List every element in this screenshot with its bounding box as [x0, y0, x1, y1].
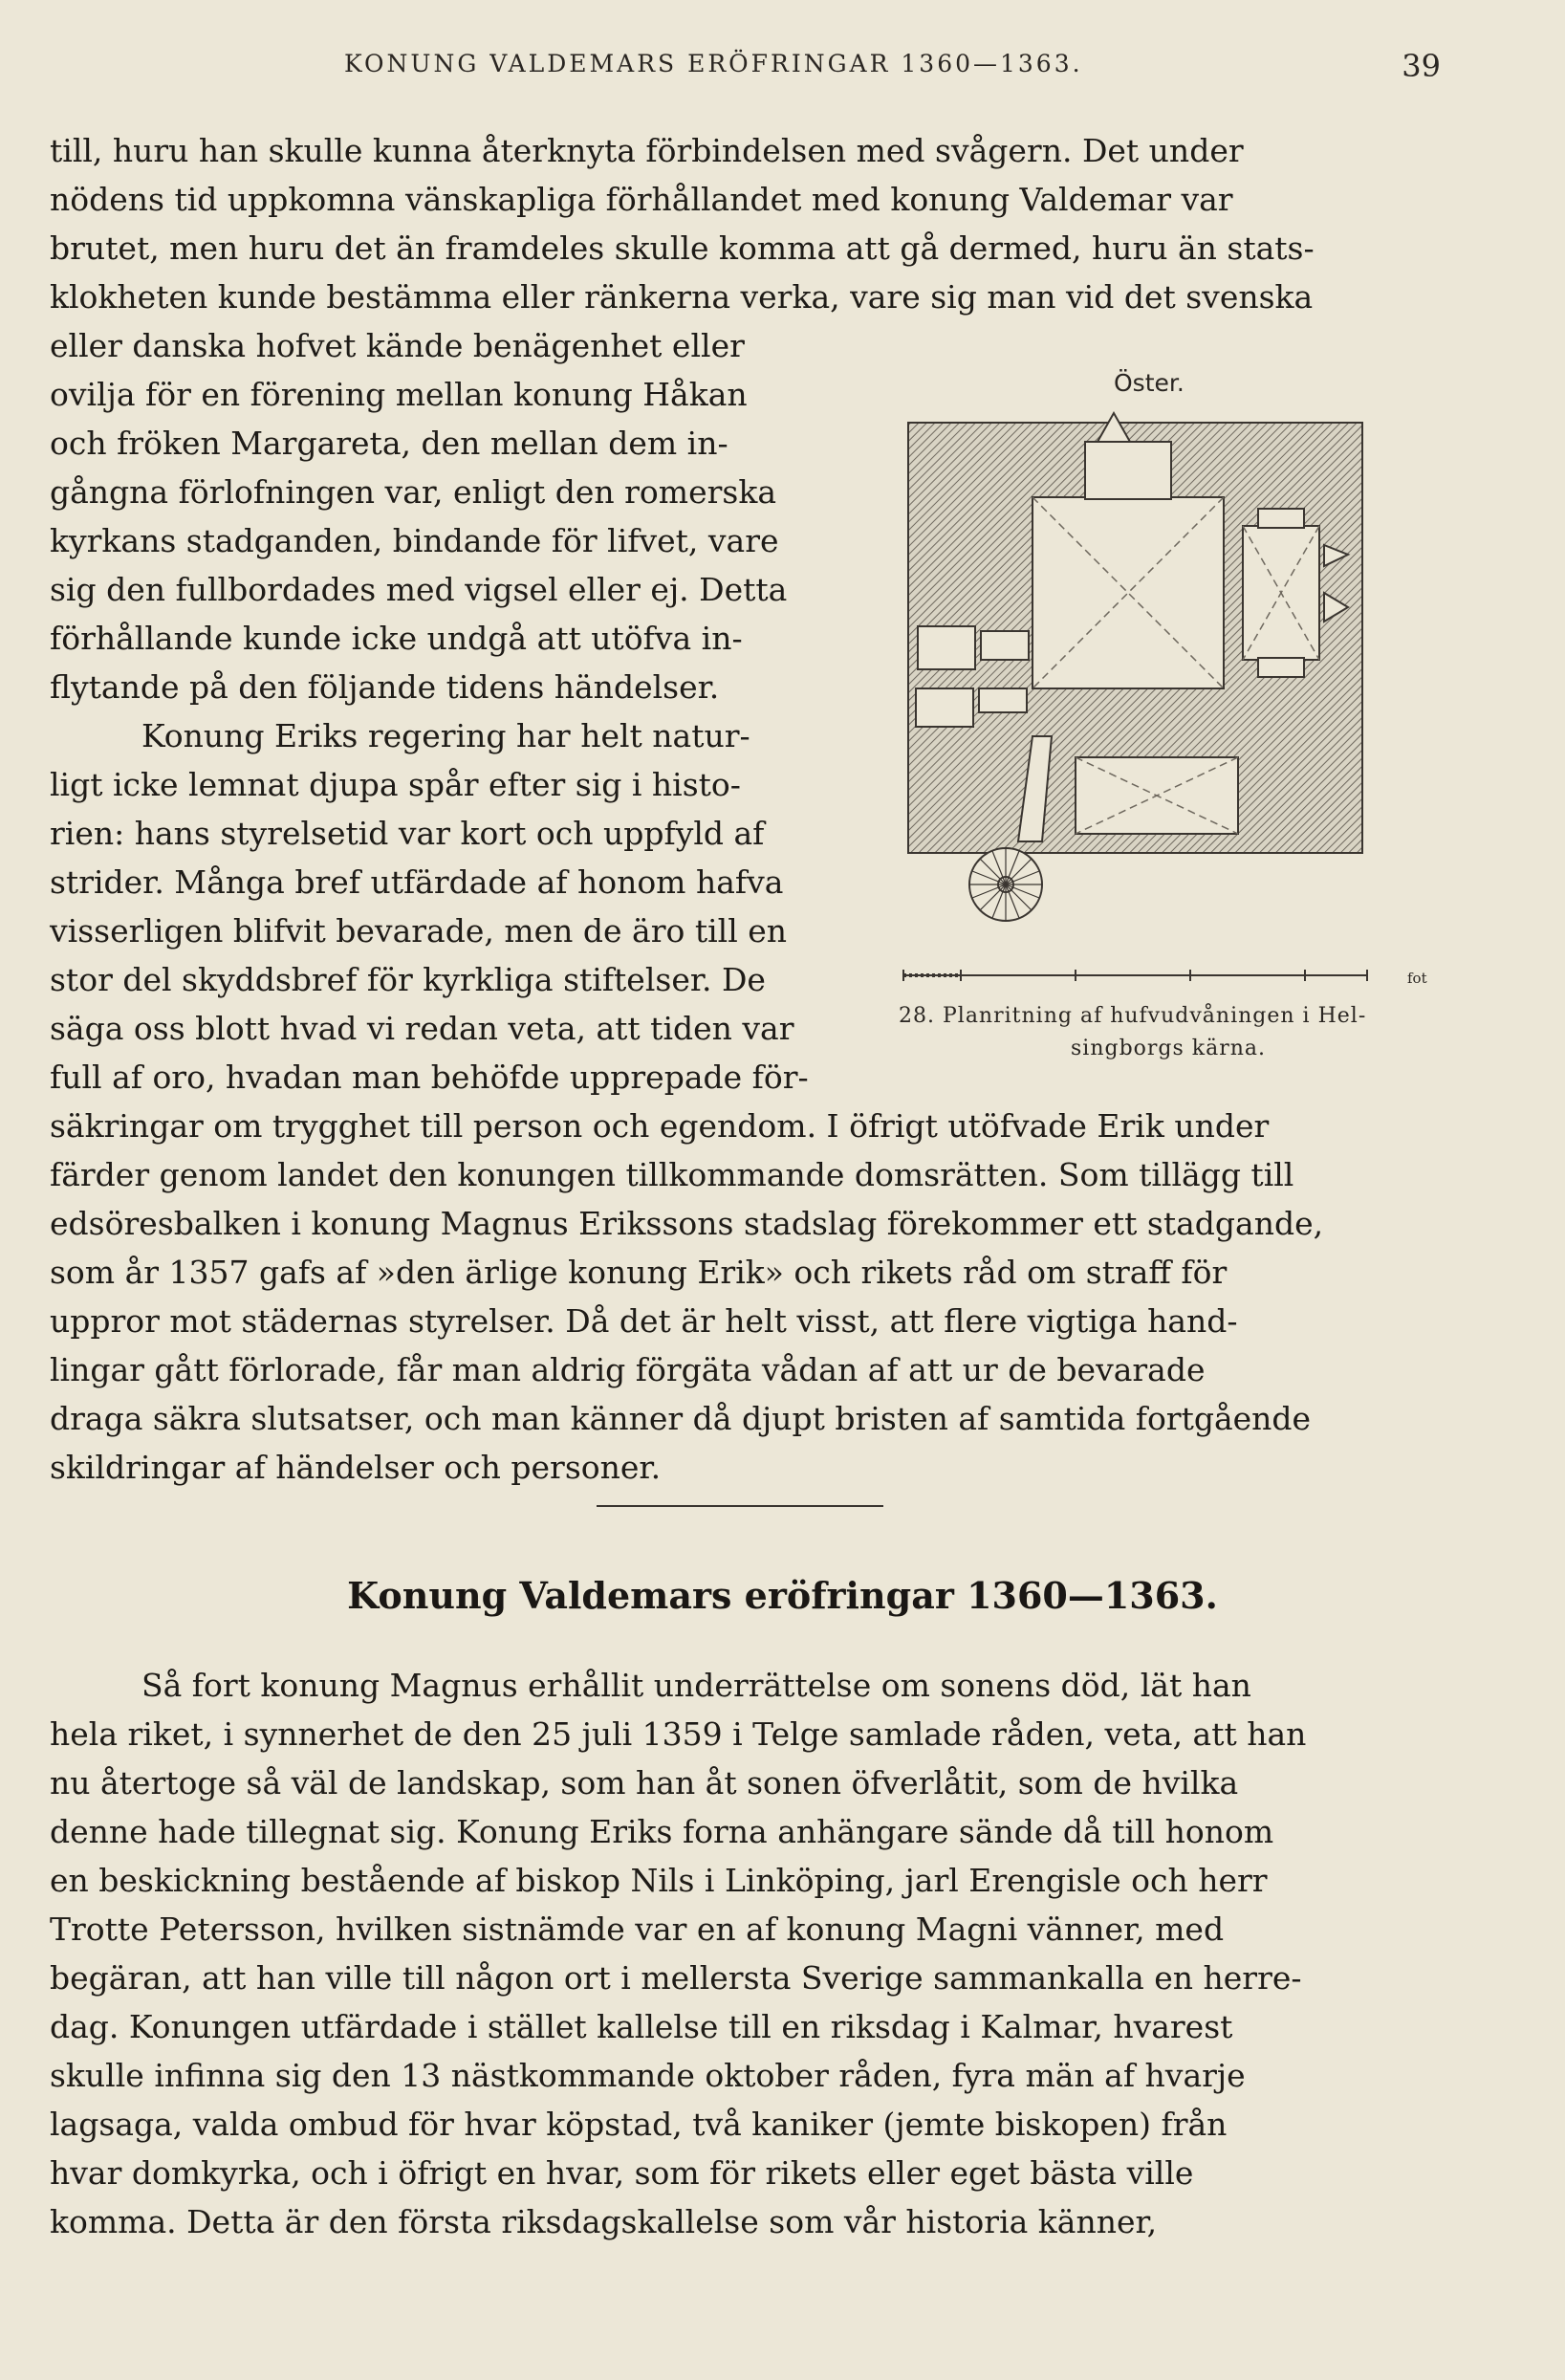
- text-line: färder genom landet den konungen tillkommande domsrätten. Som tillägg till: [50, 1156, 1294, 1193]
- text-line: lagsaga, valda ombud för hvar köpstad, två kaniker (jemte biskopen) från: [50, 2106, 1228, 2143]
- text-line: full af oro, hvadan man behöfde upprepade för-: [50, 1059, 809, 1096]
- section-divider: [597, 1505, 883, 1507]
- text-line: begäran, att han ville till någon ort i mellersta Sverige sammankalla en herre-: [50, 1959, 1302, 1997]
- text-line: lingar gått förlorade, får man aldrig förgäta vådan af att ur de bevarade: [50, 1351, 1206, 1388]
- text-line: säkringar om trygghet till person och egendom. I öfrigt utöfvade Erik under: [50, 1107, 1270, 1145]
- figure-orientation-label: Öster.: [1114, 369, 1185, 397]
- text-line: nödens tid uppkomna vänskapliga förhållandet med konung Valdemar var: [50, 181, 1233, 218]
- scale-unit-label: fot: [1407, 970, 1427, 987]
- figure-caption-line: singborgs kärna.: [1071, 1037, 1267, 1060]
- text-line: hela riket, i synnerhet de den 25 juli 1359 i Telge samlade råden, veta, att han: [50, 1715, 1307, 1753]
- text-line: uppror mot städernas styrelser. Då det är helt visst, att flere vigtiga hand-: [50, 1302, 1238, 1340]
- text-line: Trotte Petersson, hvilken sistnämde var en af konung Magni vänner, med: [50, 1911, 1225, 1948]
- text-line: rien: hans styrelsetid var kort och uppfyld af: [50, 815, 765, 852]
- text-line: hvar domkyrka, och i öfrigt en hvar, som för rikets eller eget bästa ville: [50, 2154, 1194, 2192]
- text-line: till, huru han skulle kunna återknyta förbindelsen med svågern. Det under: [50, 132, 1244, 169]
- section-heading: Konung Valdemars eröfringar 1360—1363.: [347, 1574, 1218, 1617]
- text-line: ovilja för en förening mellan konung Håkan: [50, 376, 748, 413]
- text-line: sig den fullbordades med vigsel eller ej. Detta: [50, 571, 788, 608]
- text-line: Så fort konung Magnus erhållit underrättelse om sonens död, lät han: [141, 1667, 1251, 1704]
- page-number: 39: [1402, 48, 1441, 84]
- text-line: skildringar af händelser och personer.: [50, 1449, 662, 1486]
- floor-plan-drawing: [899, 402, 1377, 994]
- text-line: nu återtoge så väl de landskap, som han åt sonen öfverlåtit, som de hvilka: [50, 1764, 1239, 1801]
- figure-caption-line: 28. Planritning af hufvudvåningen i Hel-: [899, 1004, 1367, 1028]
- text-line: draga säkra slutsatser, och man känner då djupt bristen af samtida fortgående: [50, 1400, 1312, 1437]
- text-line: klokheten kunde bestämma eller ränkerna verka, vare sig man vid det svenska: [50, 278, 1314, 316]
- text-line: flytande på den följande tidens händelser.: [50, 668, 720, 706]
- text-line: ligt icke lemnat djupa spår efter sig i histo-: [50, 766, 741, 803]
- text-line: säga oss blott hvad vi redan veta, att tiden var: [50, 1010, 794, 1047]
- text-line: dag. Konungen utfärdade i stället kallelse till en riksdag i Kalmar, hvarest: [50, 2008, 1233, 2045]
- text-line: denne hade tillegnat sig. Konung Eriks forna anhängare sände då till honom: [50, 1813, 1274, 1850]
- text-line: brutet, men huru det än framdeles skulle komma att gå dermed, huru än stats-: [50, 229, 1315, 267]
- figure-caption: [899, 1000, 1434, 1065]
- scale-bar: [903, 970, 1367, 981]
- text-line: Konung Eriks regering har helt natur-: [141, 717, 750, 754]
- text-line: stor del skyddsbref för kyrkliga stiftelser. De: [50, 961, 766, 998]
- text-line: skulle infinna sig den 13 nästkommande oktober råden, fyra män af hvarje: [50, 2057, 1246, 2094]
- text-line: och fröken Margareta, den mellan dem in-: [50, 425, 728, 462]
- text-line: kyrkans stadganden, bindande för lifvet, vare: [50, 522, 779, 559]
- text-line: visserligen blifvit bevarade, men de äro till en: [50, 912, 788, 950]
- running-head: KONUNG VALDEMARS ERÖFRINGAR 1360—1363.: [344, 50, 1083, 77]
- text-line: komma. Detta är den första riksdagskallelse som vår historia känner,: [50, 2203, 1158, 2240]
- text-line: som år 1357 gafs af »den ärlige konung Erik» och rikets råd om straff för: [50, 1254, 1228, 1291]
- text-line: edsöresbalken i konung Magnus Erikssons stadslag förekommer ett stadgande,: [50, 1205, 1324, 1242]
- text-line: strider. Många bref utfärdade af honom hafva: [50, 863, 784, 901]
- text-line: eller danska hofvet kände benägenhet eller: [50, 327, 745, 364]
- text-line: förhållande kunde icke undgå att utöfva in-: [50, 620, 743, 657]
- text-line: gångna förlofningen var, enligt den romerska: [50, 473, 776, 511]
- floor-plan-figure: [899, 402, 1377, 994]
- text-line: en beskickning bestående af biskop Nils i Linköping, jarl Erengisle och herr: [50, 1862, 1268, 1899]
